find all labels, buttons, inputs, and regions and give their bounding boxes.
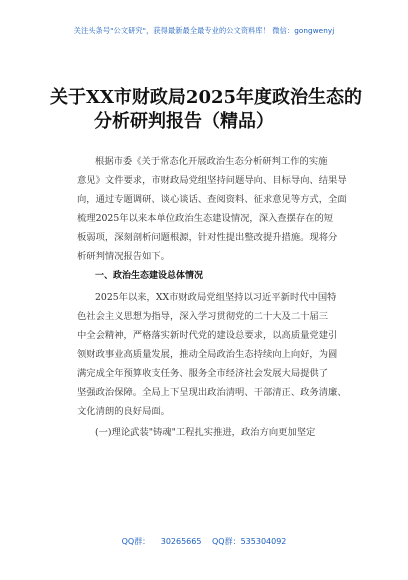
section-heading-1: 一、政治生态建设总体情况 xyxy=(95,271,204,281)
intro-line: 意见》文件要求，市财政局党组坚持问题导向、目标导向、结果导 xyxy=(77,175,347,186)
section1-line: 色社会主义思想为指导，深入学习贯彻党的二十大及二十届三 xyxy=(77,311,329,322)
document-body xyxy=(77,152,377,442)
title-line-1: 关于XX市财政局2025年度政治生态的 xyxy=(50,87,363,108)
intro-line: 根据市委《关于常态化开展政治生态分析研判工作的实施 xyxy=(95,156,328,167)
section1-line: 中全会精神，严格落实新时代党的建设总要求，以高质量党建引 xyxy=(77,330,338,341)
subsection-heading-1: (一)理论武装"铸魂"工程扎实推进，政治方向更加坚定 xyxy=(95,427,316,438)
subsection-1 xyxy=(77,423,377,442)
header-banner: 关注头条号"公文研究"，获得最新最全最专业的公文资料库！ 微信：gongwenyj xyxy=(73,26,335,35)
intro-line: 向，通过专题调研、谈心谈话、查阅资料、征求意见等方式，全面 xyxy=(77,194,347,205)
title-line-2: 分析研判报告（精品） xyxy=(94,111,274,132)
intro-line: 析研判情况报告如下。 xyxy=(77,251,170,262)
section1-line: 满完成全年预算收支任务、服务全市经济社会发展大局提供了 xyxy=(77,368,329,379)
section1-line: 文化清朗的良好局面。 xyxy=(77,406,170,417)
section1-line: 领财政事业高质量发展，推动全局政治生态持续向上向好，为圆 xyxy=(77,349,338,360)
section1-paragraph xyxy=(77,288,377,421)
section1-line: 坚强政治保障。全局上下呈现出政治清明、干部清正、政务清廉、 xyxy=(77,387,347,398)
intro-line: 板弱项，深刻剖析问题根源，针对性提出整改提升措施。现将分 xyxy=(77,232,338,243)
section1-line: 2025年以来，XX市财政局党组坚持以习近平新时代中国特 xyxy=(95,292,337,303)
intro-line: 梳理2025年以来本单位政治生态建设情况，深入查摆存在的短 xyxy=(77,213,334,224)
document-title xyxy=(50,86,388,134)
intro-paragraph xyxy=(77,152,377,266)
footer-contact: QQ群： 30265665 QQ群：535304092 xyxy=(121,537,287,546)
